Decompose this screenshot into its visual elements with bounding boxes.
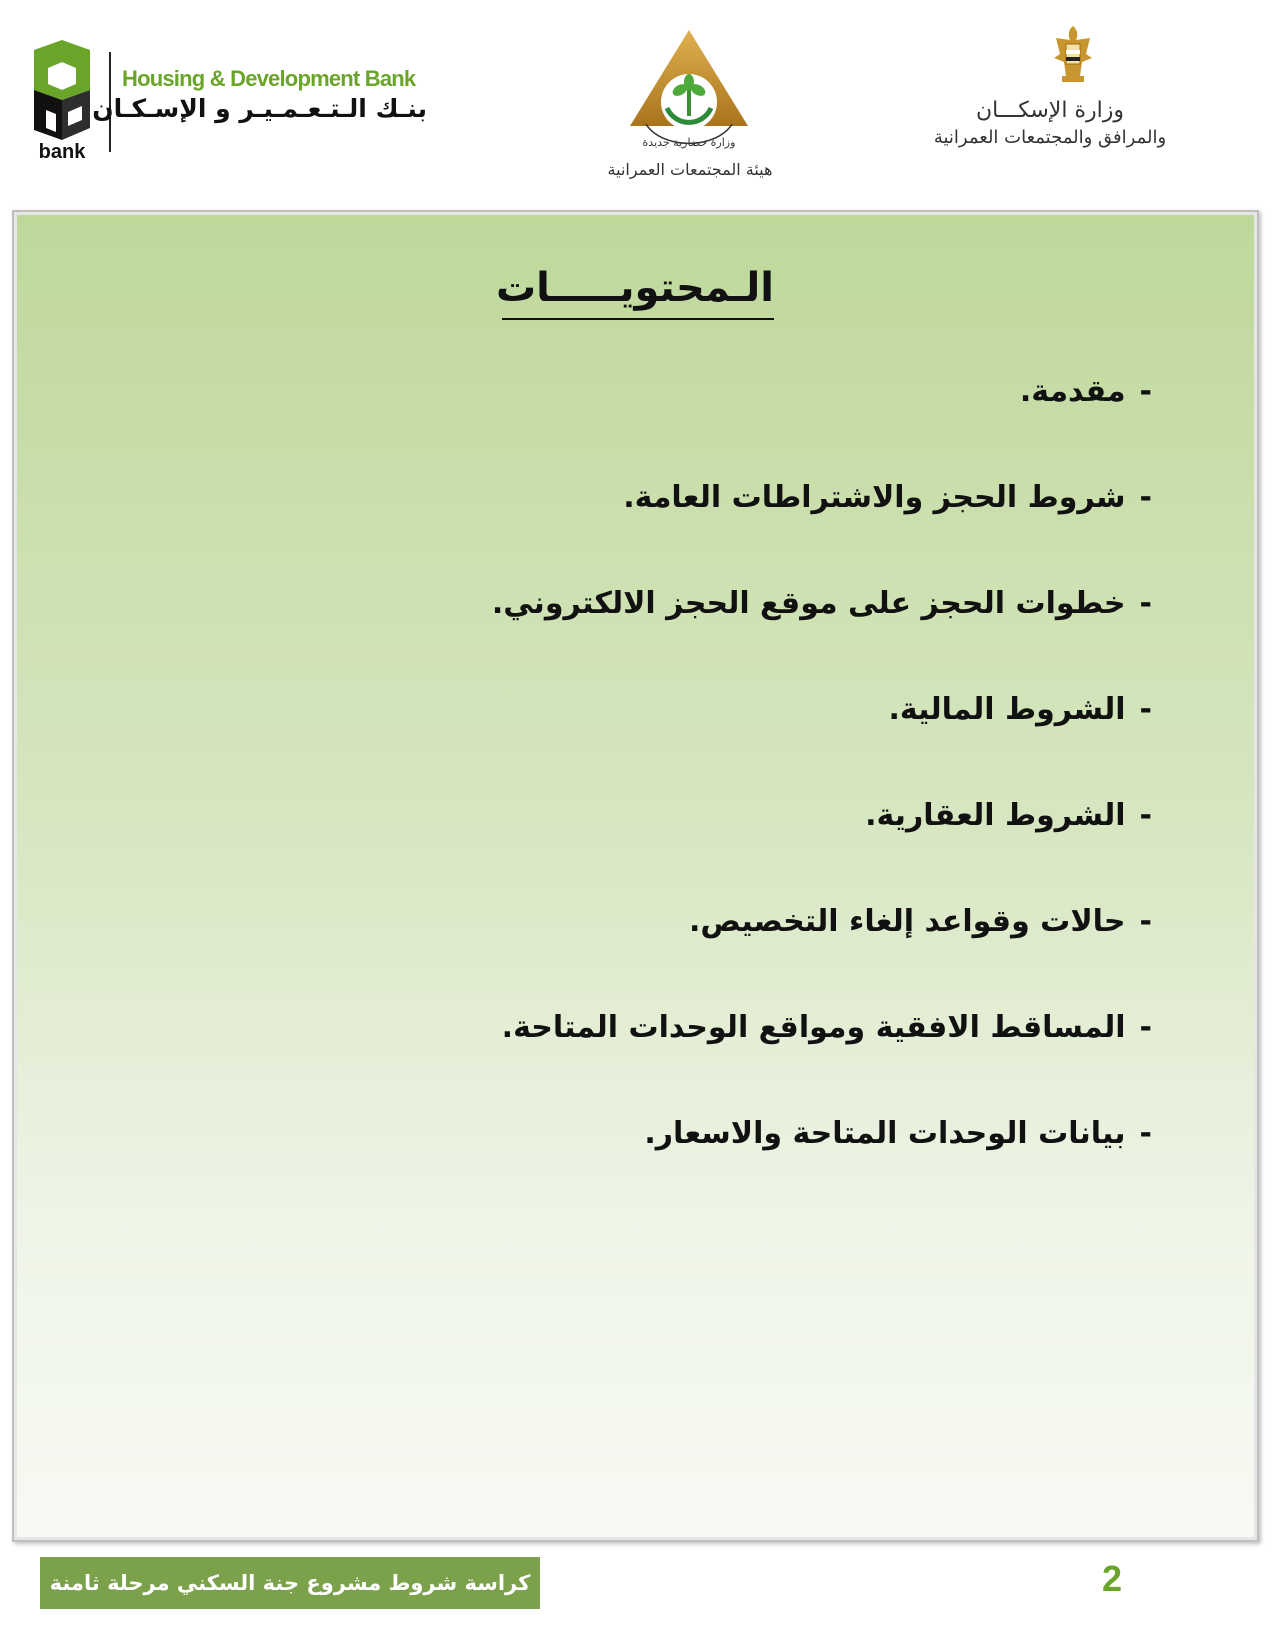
contents-list bbox=[252, 372, 1152, 1220]
ncua-logo bbox=[626, 28, 752, 158]
page-number: 2 bbox=[1102, 1558, 1123, 1599]
contents-item: -شروط الحجز والاشتراطات العامة. bbox=[623, 480, 1152, 515]
ministry-line-1: وزارة الإسكـــان bbox=[976, 98, 1124, 123]
ministry-line-2: والمرافق والمجتمعات العمرانية bbox=[933, 127, 1167, 148]
contents-item: -بيانات الوحدات المتاحة والاسعار. bbox=[644, 1116, 1152, 1151]
hdb-name-arabic: بنـك الـتـعـمـيـر و الإسـكـان bbox=[92, 94, 427, 123]
ministry-name bbox=[890, 98, 1210, 148]
footer-booklet-title: كراسة شروط مشروع جنة السكني مرحلة ثامنة bbox=[49, 1571, 531, 1595]
contents-title: الـمحتويـــــات bbox=[502, 264, 774, 320]
hdb-name-english: Housing & Development Bank bbox=[122, 66, 416, 91]
ncua-caption: هيئة المجتمعات العمرانية bbox=[607, 160, 773, 179]
hdb-logo-word: bank bbox=[38, 141, 86, 163]
contents-item: -الشروط المالية. bbox=[888, 692, 1152, 727]
contents-item: -خطوات الحجز على موقع الحجز الالكتروني. bbox=[491, 586, 1152, 621]
contents-item: -المساقط الافقية ومواقع الوحدات المتاحة. bbox=[501, 1010, 1152, 1045]
hdb-wordmark bbox=[92, 66, 432, 123]
footer-title-bar bbox=[40, 1557, 540, 1609]
contents-item: -الشروط العقارية. bbox=[865, 798, 1152, 833]
contents-panel bbox=[12, 210, 1259, 1542]
contents-item: -حالات وقواعد إلغاء التخصيص. bbox=[689, 904, 1152, 939]
egypt-eagle-emblem bbox=[1050, 24, 1096, 86]
contents-item: -مقدمة. bbox=[1019, 374, 1152, 409]
ncua-arc-text: وزارة حضارية جديدة bbox=[642, 136, 736, 149]
hdb-bank-logo bbox=[26, 40, 98, 164]
